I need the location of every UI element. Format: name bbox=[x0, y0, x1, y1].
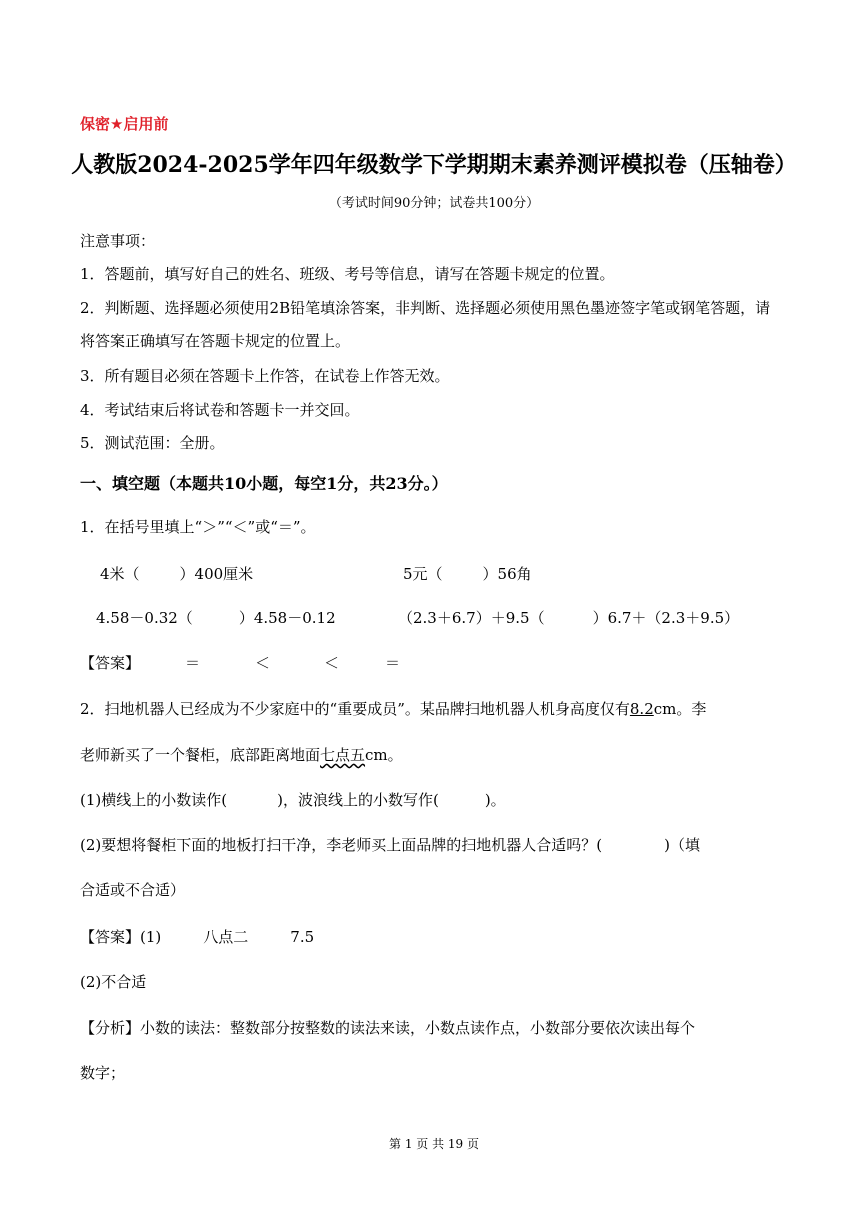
question-1-stem: 1．在括号里填上“＞”“＜”或“＝”。 bbox=[80, 518, 316, 536]
question-1-item-b: 5元（ ）56角 bbox=[403, 565, 532, 583]
question-1-item-a: 4米（ ）400厘米 bbox=[100, 565, 254, 583]
question-1-item-c: 4.58－0.32（ ）4.58－0.12 bbox=[96, 609, 336, 627]
question-2-answer-1: 【答案】(1) 八点二 7.5 bbox=[80, 928, 315, 946]
note-item-4: 4．考试结束后将试卷和答题卡一并交回。 bbox=[80, 401, 360, 419]
question-2-analysis-cont: 数字； bbox=[80, 1064, 126, 1082]
question-2-stem-line2: 老师新买了一个餐柜，底部距离地面七点五cm。 bbox=[80, 746, 403, 764]
question-2-analysis: 【分析】小数的读法：整数部分按整数的读法来读，小数点读作点，小数部分要依次读出每个 bbox=[80, 1019, 696, 1037]
question-1-item-d: （2.3＋6.7）＋9.5（ ）6.7＋（2.3＋9.5） bbox=[398, 609, 740, 627]
question-2-stem-line1: 2．扫地机器人已经成为不少家庭中的“重要成员”。某品牌扫地机器人机身高度仅有8.2cm。李 bbox=[80, 700, 707, 718]
exam-title: 人教版2024-2025学年四年级数学下学期期末素养测评模拟卷（压轴卷） bbox=[71, 152, 797, 178]
section-heading: 一、填空题（本题共10小题，每空1分，共23分。） bbox=[80, 474, 448, 493]
page-footer: 第 1 页 共 19 页 bbox=[389, 1137, 479, 1151]
question-2-answer-2: (2)不合适 bbox=[80, 973, 147, 991]
secret-label: 保密★启用前 bbox=[80, 115, 169, 133]
question-2-sub-1: (1)横线上的小数读作( )，波浪线上的小数写作( )。 bbox=[80, 791, 506, 809]
question-1-answer-label: 【答案】 bbox=[80, 654, 141, 672]
note-item-2: 2．判断题、选择题必须使用2B铅笔填涂答案，非判断、选择题必须使用黑色墨迹签字笔或钢笔答题，请 bbox=[80, 299, 771, 317]
question-1-answer-3: ＜ bbox=[324, 654, 340, 672]
underlined-number: 8.2 bbox=[629, 700, 654, 718]
question-1-answer-2: ＜ bbox=[255, 654, 271, 672]
question-2-sub-2-cont: 合适或不合适） bbox=[80, 881, 186, 899]
exam-subtitle: （考试时间90分钟；试卷共100分） bbox=[328, 196, 540, 211]
note-item-3: 3．所有题目必须在答题卡上作答，在试卷上作答无效。 bbox=[80, 367, 450, 385]
note-item-1: 1．答题前，填写好自己的姓名、班级、考号等信息，请写在答题卡规定的位置。 bbox=[80, 265, 615, 283]
note-item-2-cont: 将答案正确填写在答题卡规定的位置上。 bbox=[80, 332, 351, 350]
wavy-underlined-number: 七点五 bbox=[320, 746, 366, 764]
question-1-answer-1: ＝ bbox=[185, 654, 201, 672]
question-2-sub-2: (2)要想将餐柜下面的地板打扫干净，李老师买上面品牌的扫地机器人合适吗？( )（填 bbox=[80, 836, 700, 854]
notes-heading: 注意事项： bbox=[80, 232, 156, 250]
note-item-5: 5．测试范围：全册。 bbox=[80, 434, 225, 452]
question-1-answer-4: ＝ bbox=[385, 654, 401, 672]
